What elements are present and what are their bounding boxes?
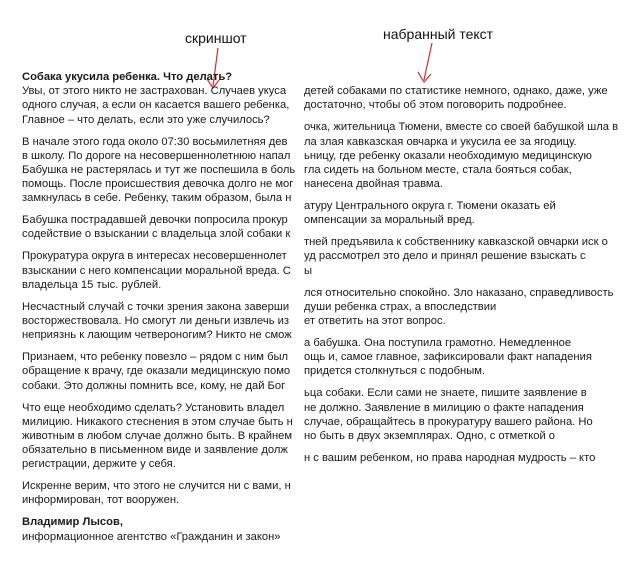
text-line: животным в любом случае должно быть. В крайнем <box>22 429 293 442</box>
text-line: Несчастный случай с точки зрения закона заверши <box>22 300 290 313</box>
text-line: взыскании с него компенсации моральной вреда. С <box>22 264 291 277</box>
text-line: восторжествовала. Но смогут ли деньги извлечь из <box>22 315 290 327</box>
text-line: В начале этого года около 07:30 восьмилетняя дев <box>22 135 288 148</box>
screenshot-column <box>22 70 300 584</box>
text-line: ет ответить на этот вопрос. <box>304 315 446 327</box>
text-line: содействие о взыскании с владельца злой собаки к <box>22 228 291 241</box>
text-line: а бабушка. Она поступила грамотно. Немедленное <box>304 336 572 349</box>
text-line: регистрации, держите у себя. <box>22 458 176 471</box>
text-line: тней предъявила к собственнику кавказской овчарки иск о <box>304 236 608 249</box>
text-line: не должно. Заявление в милицию о факте нападения <box>304 401 584 414</box>
text-line: Прокуратура округа в интересах несовершеннолет <box>22 250 287 263</box>
text-line: ьца собаки. Если сами не знаете, пишите заявление в <box>304 387 587 400</box>
text-line: замкнулась в себе. Ребенку, таким образом, была н <box>22 192 292 205</box>
text-line: очка, жительница Тюмени, вместе со своей бабушкой шла в <box>304 121 619 134</box>
text-line: информирован, тот вооружен. <box>22 494 180 507</box>
text-line: Бабушка не растерялась и тут же поспешила в боль <box>22 163 296 176</box>
text-line: атуру Центрального округа г. Тюмени оказать ей <box>304 200 556 213</box>
text-line: ьницу, где ребенку оказали необходимую медицинскую <box>304 149 592 162</box>
text-line: Владимир Лысов, <box>22 516 123 529</box>
text-line: гла сидеть на больном месте, стала бояться собак, <box>304 163 572 176</box>
text-line: Главное – что делать, если это уже случилось? <box>22 113 270 126</box>
text-line: н с вашим ребенком, но права народная мудрость – кто <box>304 451 596 464</box>
text-line: Искренне верим, что этого не случится ни с вами, н <box>22 480 291 493</box>
text-line: обязательно в письменном виде и заявление долж <box>22 444 288 457</box>
text-line: собаки. Это должны помнить все, кому, не дай Бог <box>22 379 286 392</box>
text-line: придется столкнуться с подобным. <box>304 365 486 378</box>
text-line: ла злая кавказская овчарка и укусила ее за ягодицу. <box>304 135 577 148</box>
text-line: детей собаками по статистике немного, однако, даже, уже <box>304 85 608 98</box>
text-line: Собака укусила ребенка. Что делать? <box>22 71 233 83</box>
text-line: Бабушка пострадавшей девочки попросила прокур <box>22 214 288 227</box>
typed-text-column <box>304 70 634 584</box>
text-line: омпенсации за моральный вред. <box>304 214 475 227</box>
text-line: лся относительно спокойно. Зло наказано, справедливость <box>304 286 614 299</box>
text-line: нанесена двойная травма. <box>304 178 443 191</box>
text-line: случае, обращайтесь в прокуратуру вашего района. Но <box>304 415 593 428</box>
text-line: владельца 15 тыс. рублей. <box>22 278 162 291</box>
text-line: достаточно, чтобы об этом поговорить подробнее. <box>304 99 567 112</box>
text-line: ощь и, самое главное, зафиксировали факт нападения <box>304 351 592 364</box>
text-line: ы <box>304 264 313 277</box>
text-line: уд рассмотрел это дело и принял решение взыскать с <box>304 250 586 263</box>
typed-text-label: набранный текст <box>383 26 494 42</box>
text-line: Что еще необходимо сделать? Установить владел <box>22 401 285 414</box>
text-line: милицию. Никакого стеснения в этом случае быть н <box>22 415 293 428</box>
text-line: неприязнь к лающим четвероногим? Никто не смож <box>22 329 292 342</box>
text-line: но быть в двух экземплярах. Одно, с отметкой о <box>304 429 556 442</box>
screenshot-label: скриншот <box>185 30 247 46</box>
text-line: помощь. После происшествия девочка долго не мог <box>22 178 294 191</box>
text-line: информационное агентство «Гражданин и закон» <box>22 530 281 543</box>
text-line: в школу. По дороге на несовершеннолетнюю напал <box>22 149 291 162</box>
text-line: Увы, от этого никто не застрахован. Случаев укуса <box>22 85 287 98</box>
text-line: обращение к врачу, где оказали медицинскую помо <box>22 365 291 378</box>
text-line: Признаем, что ребенку повезло – рядом с ним был <box>22 351 289 364</box>
text-line: одного случая, а если он касается вашего ребенка, <box>22 99 290 112</box>
text-line: души ребенка страх, а впоследствии <box>304 300 497 313</box>
